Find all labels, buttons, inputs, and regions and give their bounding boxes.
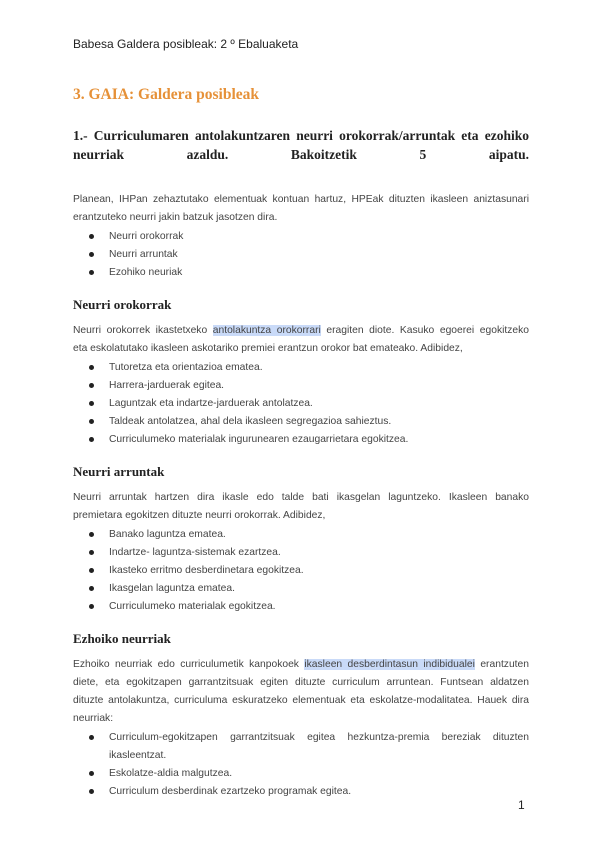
bullet-icon xyxy=(89,419,94,424)
intro-list xyxy=(73,228,529,282)
list-item-text: Neurri orokorrak xyxy=(109,231,184,242)
page-number: 1 xyxy=(518,798,525,812)
bullet-icon xyxy=(89,604,94,609)
list-item xyxy=(73,580,529,598)
list-item xyxy=(73,413,529,431)
section-heading-general: Neurri orokorrak xyxy=(73,297,172,312)
bullet-icon xyxy=(89,270,94,275)
bullet-icon xyxy=(89,568,94,573)
bullet-icon xyxy=(89,735,94,740)
question-title xyxy=(73,126,529,183)
list-item-text: Curriculum-egokitzapen garrantzitsuak egitea hezkuntza-premia bereziak dituzten xyxy=(109,732,529,743)
extraordinary-paragraph xyxy=(73,656,529,728)
general-line-1: Neurri orokorrek ikastetxeko antolakuntza orokorrari eragiten diote. Kasuko egoerei egokitzeko xyxy=(73,325,529,336)
list-item-text: Curriculumeko materialak egokitzea. xyxy=(109,601,276,612)
page-title: 3. GAIA: Galdera posibleak xyxy=(73,86,260,103)
bullet-icon xyxy=(89,383,94,388)
extraordinary-line-2: diete, eta egokitzapen garrantzitsuak egiten dituzte curriculum arruntean. Funtsean aldatzen xyxy=(73,677,529,688)
section-heading-extraordinary: Ezhoiko neurriak xyxy=(73,631,171,646)
list-item xyxy=(73,359,529,377)
list-item xyxy=(73,562,529,580)
list-item xyxy=(73,395,529,413)
general-list xyxy=(73,359,529,449)
list-item-text: Ikasgelan laguntza ematea. xyxy=(109,583,235,594)
bullet-icon xyxy=(89,532,94,537)
list-item xyxy=(73,431,529,449)
page-header: Babesa Galdera posibleak: 2 º Ebaluaketa xyxy=(73,37,299,51)
list-item-text: Taldeak antolatzea, ahal dela ikasleen segregazioa sahieztus. xyxy=(109,416,392,427)
ordinary-line-2: premietara egokitzen dituzte neurri orokorrak. Adibidez, xyxy=(73,510,326,521)
ordinary-line-1: Neurri arruntak hartzen dira ikasle edo talde bati ikasgelan laguntzeko. Ikasleen banako xyxy=(73,492,529,503)
list-item xyxy=(73,765,529,783)
extraordinary-list xyxy=(73,729,529,801)
intro-line-2: erantzuteko neurri jakin batzuk jasotzen dira. xyxy=(73,212,278,223)
list-item xyxy=(73,783,529,801)
bullet-icon xyxy=(89,789,94,794)
list-item xyxy=(73,729,529,765)
intro-paragraph xyxy=(73,191,529,227)
list-item-text: Curriculum desberdinak ezartzeko programak egitea. xyxy=(109,786,352,797)
general-paragraph xyxy=(73,322,529,358)
list-item xyxy=(73,598,529,616)
list-item-text: Curriculumeko materialak ingurunearen ezaugarrietara egokitzea. xyxy=(109,434,409,445)
bullet-icon xyxy=(89,437,94,442)
list-item-text: Eskolatze-aldia malgutzea. xyxy=(109,768,233,779)
extraordinary-line-4: neurriak: xyxy=(73,713,114,724)
list-item-text: Banako laguntza ematea. xyxy=(109,529,226,540)
list-item-text: Ikasteko erritmo desberdinetara egokitzea. xyxy=(109,565,304,576)
list-item xyxy=(73,526,529,544)
bullet-icon xyxy=(89,365,94,370)
list-item xyxy=(73,377,529,395)
section-heading-ordinary: Neurri arruntak xyxy=(73,464,165,479)
highlighted-text: antolakuntza orokorrari xyxy=(212,325,321,336)
bullet-icon xyxy=(89,234,94,239)
list-item-text: Harrera-jarduerak egitea. xyxy=(109,380,225,391)
list-item-text: Neurri arruntak xyxy=(109,249,178,260)
list-item-text: Indartze- laguntza-sistemak ezartzea. xyxy=(109,547,281,558)
question-title-line-2: neurriak azaldu. Bakoitzetik 5 aipatu. xyxy=(73,147,529,162)
list-item xyxy=(73,246,529,264)
list-item xyxy=(73,228,529,246)
bullet-icon xyxy=(89,550,94,555)
bullet-icon xyxy=(89,252,94,257)
extraordinary-line-3: dituzte antolakuntza, curriculuma eskuratzeko elementuak eta eskolatze-modalitatea. Hauek dira xyxy=(73,695,529,706)
list-item xyxy=(73,264,529,282)
highlighted-text: ikasleen desberdintasun indibidualei xyxy=(304,659,475,670)
general-line-2: eta eskolatutako ikasleen askotariko premiei erantzun orokor bat emateako. Adibidez, xyxy=(73,343,463,354)
ordinary-paragraph xyxy=(73,489,529,525)
extraordinary-line-1: Ezhoiko neurriak edo curriculumetik kanpokoek ikasleen desberdintasun indibidualei erantzuten xyxy=(73,659,529,670)
question-title-line-1: 1.- Curriculumaren antolakuntzaren neurri orokorrak/arruntak eta ezohiko xyxy=(73,128,529,143)
bullet-icon xyxy=(89,586,94,591)
list-item-text-continued: ikasleentzat. xyxy=(109,750,167,761)
list-item xyxy=(73,544,529,562)
list-item-text: Ezohiko neuriak xyxy=(109,267,183,278)
bullet-icon xyxy=(89,401,94,406)
list-item-text: Tutoretza eta orientazioa ematea. xyxy=(109,362,263,373)
bullet-icon xyxy=(89,771,94,776)
document-body xyxy=(73,126,529,801)
ordinary-list xyxy=(73,526,529,616)
list-item-text: Laguntzak eta indartze-jarduerak antolatzea. xyxy=(109,398,313,409)
intro-line-1: Planean, IHPan zehaztutako elementuak kontuan hartuz, HPEak dituzten ikasleen aniztasunari xyxy=(73,194,529,205)
